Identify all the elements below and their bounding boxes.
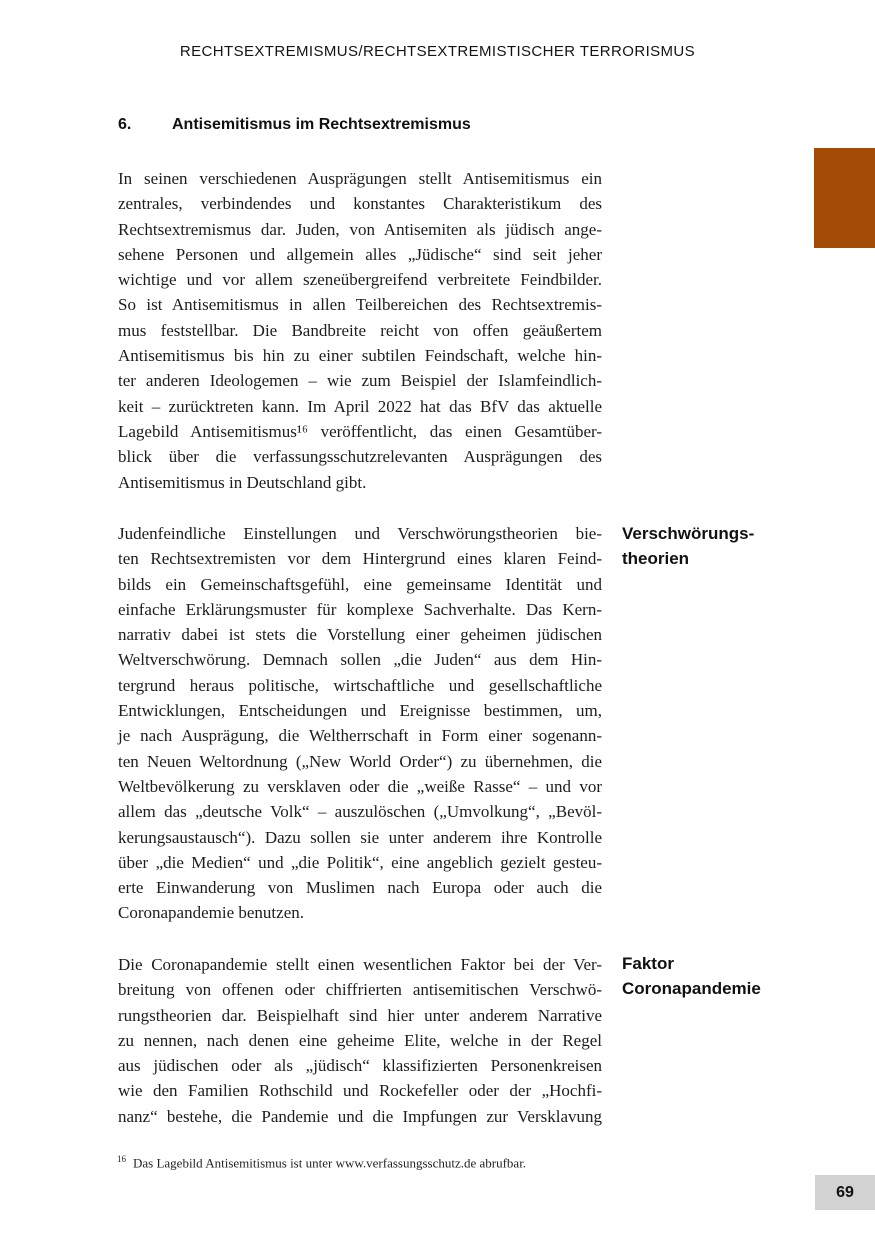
text-line: wichtige und vor allem szeneübergreifend verbreitete Feindbilder. bbox=[118, 270, 602, 290]
margin-note-faktor-coronapandemie bbox=[622, 951, 822, 1002]
text-line: kerungsaustausch“). Dazu sollen sie unter anderem ihre Kontrolle bbox=[118, 827, 602, 847]
text-line: breitung von offenen oder chiffrierten antisemitischen Verschwö- bbox=[118, 980, 602, 1000]
text-line: allem das „deutsche Volk“ – auszulöschen („Umvolkung“, „Bevöl- bbox=[118, 802, 602, 822]
text-line: Coronapandemie benutzen. bbox=[118, 903, 304, 923]
text-line: ten Neuen Weltordnung („New World Order“) zu übernehmen, die bbox=[118, 751, 602, 771]
text-line: blick über die verfassungsschutzrelevanten Ausprägungen des bbox=[118, 447, 602, 467]
section-number: 6. bbox=[118, 116, 132, 133]
text-line: nanz“ bestehe, die Pandemie und die Impfungen zur Versklavung bbox=[118, 1106, 602, 1126]
text-line: bilds ein Gemeinschaftsgefühl, eine gemeinsame Identität und bbox=[118, 574, 602, 594]
text-line: tergrund heraus politische, wirtschaftliche und gesellschaftliche bbox=[118, 675, 602, 695]
text-line: ter anderen Ideologemen – wie zum Beispiel der Islamfeindlich- bbox=[118, 371, 602, 391]
paragraph-antisemitismus-intro bbox=[118, 166, 602, 495]
paragraph-faktor-coronapandemie bbox=[118, 952, 602, 1129]
text-line: mus feststellbar. Die Bandbreite reicht von offen geäußertem bbox=[118, 320, 602, 340]
text-line: Rechtsextremismus dar. Juden, von Antisemiten als jüdisch ange- bbox=[118, 219, 602, 239]
text-line: Lagebild Antisemitismus¹⁶ veröffentlicht, das einen Gesamtüber- bbox=[118, 421, 602, 441]
text-line: einfache Erklärungsmuster für komplexe Sachverhalte. Das Kern- bbox=[118, 599, 602, 619]
text-line: Entwicklungen, Entscheidungen und Ereignisse bestimmen, um, bbox=[118, 701, 602, 721]
margin-note-line: theorien bbox=[622, 549, 690, 569]
page-number-badge bbox=[815, 1175, 875, 1210]
footnote-marker: 16 bbox=[117, 1154, 126, 1164]
text-line: wie den Familien Rothschild und Rockefeller oder der „Hochfi- bbox=[118, 1081, 602, 1101]
text-line: Judenfeindliche Einstellungen und Verschwörungstheorien bie- bbox=[118, 524, 602, 543]
margin-note-line: Faktor bbox=[622, 954, 674, 973]
section-heading bbox=[118, 116, 602, 134]
paragraph-verschwoerungstheorien bbox=[118, 521, 602, 926]
text-line: So ist Antisemitismus in allen Teilbereichen des Rechtsextremis- bbox=[118, 295, 602, 315]
footnote bbox=[117, 1151, 657, 1171]
footnote-text: Das Lagebild Antisemitismus ist unter www.verfassungsschutz.de abrufbar. bbox=[133, 1155, 527, 1171]
text-line: Antisemitismus bis hin zu einer subtilen Feindschaft, welche hin- bbox=[118, 346, 602, 366]
text-line: In seinen verschiedenen Ausprägungen stellt Antisemitismus ein bbox=[118, 169, 602, 188]
section-title: Antisemitismus im Rechtsextremismus bbox=[172, 116, 471, 133]
text-line: Weltverschwörung. Demnach sollen „die Juden“ aus dem Hin- bbox=[118, 650, 602, 670]
text-line: zu nennen, nach denen eine geheime Elite, welche in der Regel bbox=[118, 1030, 602, 1050]
page-number: 69 bbox=[836, 1183, 854, 1201]
text-line: erte Einwanderung von Muslimen nach Europa oder auch die bbox=[118, 878, 602, 898]
text-line: narrativ dabei ist stets die Vorstellung einer geheimen jüdischen bbox=[118, 625, 602, 645]
text-line: je nach Ausprägung, die Weltherrschaft in Form einer sogenann- bbox=[118, 726, 602, 746]
running-header: RECHTSEXTREMISMUS/RECHTSEXTREMISTISCHER TERRORISMUS bbox=[179, 43, 696, 60]
text-line: zentrales, verbindendes und konstantes Charakteristikum des bbox=[118, 194, 602, 214]
text-line: keit – zurücktreten kann. Im April 2022 hat das BfV das aktuelle bbox=[118, 396, 602, 416]
text-line: Weltbevölkerung zu versklaven oder die „weiße Rasse“ – und vor bbox=[118, 776, 602, 796]
text-line: Antisemitismus in Deutschland gibt. bbox=[118, 472, 367, 492]
text-line: Die Coronapandemie stellt einen wesentlichen Faktor bei der Ver- bbox=[118, 955, 602, 974]
chapter-edge-tab bbox=[814, 148, 875, 248]
text-line: sehene Personen und allgemein alles „Jüdische“ sind seit jeher bbox=[118, 244, 602, 264]
margin-note-line: Coronapandemie bbox=[622, 979, 761, 999]
text-line: aus jüdischen oder als „jüdisch“ klassifizierten Personenkreisen bbox=[118, 1056, 602, 1076]
margin-note-line: Verschwörungs- bbox=[622, 524, 755, 543]
margin-note-verschwoerungstheorien bbox=[622, 521, 822, 572]
text-line: rungstheorien dar. Beispielhaft sind hier unter anderem Narrative bbox=[118, 1005, 602, 1025]
text-line: über „die Medien“ und „die Politik“, eine angeblich gezielt gesteu- bbox=[118, 852, 602, 872]
text-line: ten Rechtsextremisten vor dem Hintergrund eines klaren Feind- bbox=[118, 549, 602, 569]
